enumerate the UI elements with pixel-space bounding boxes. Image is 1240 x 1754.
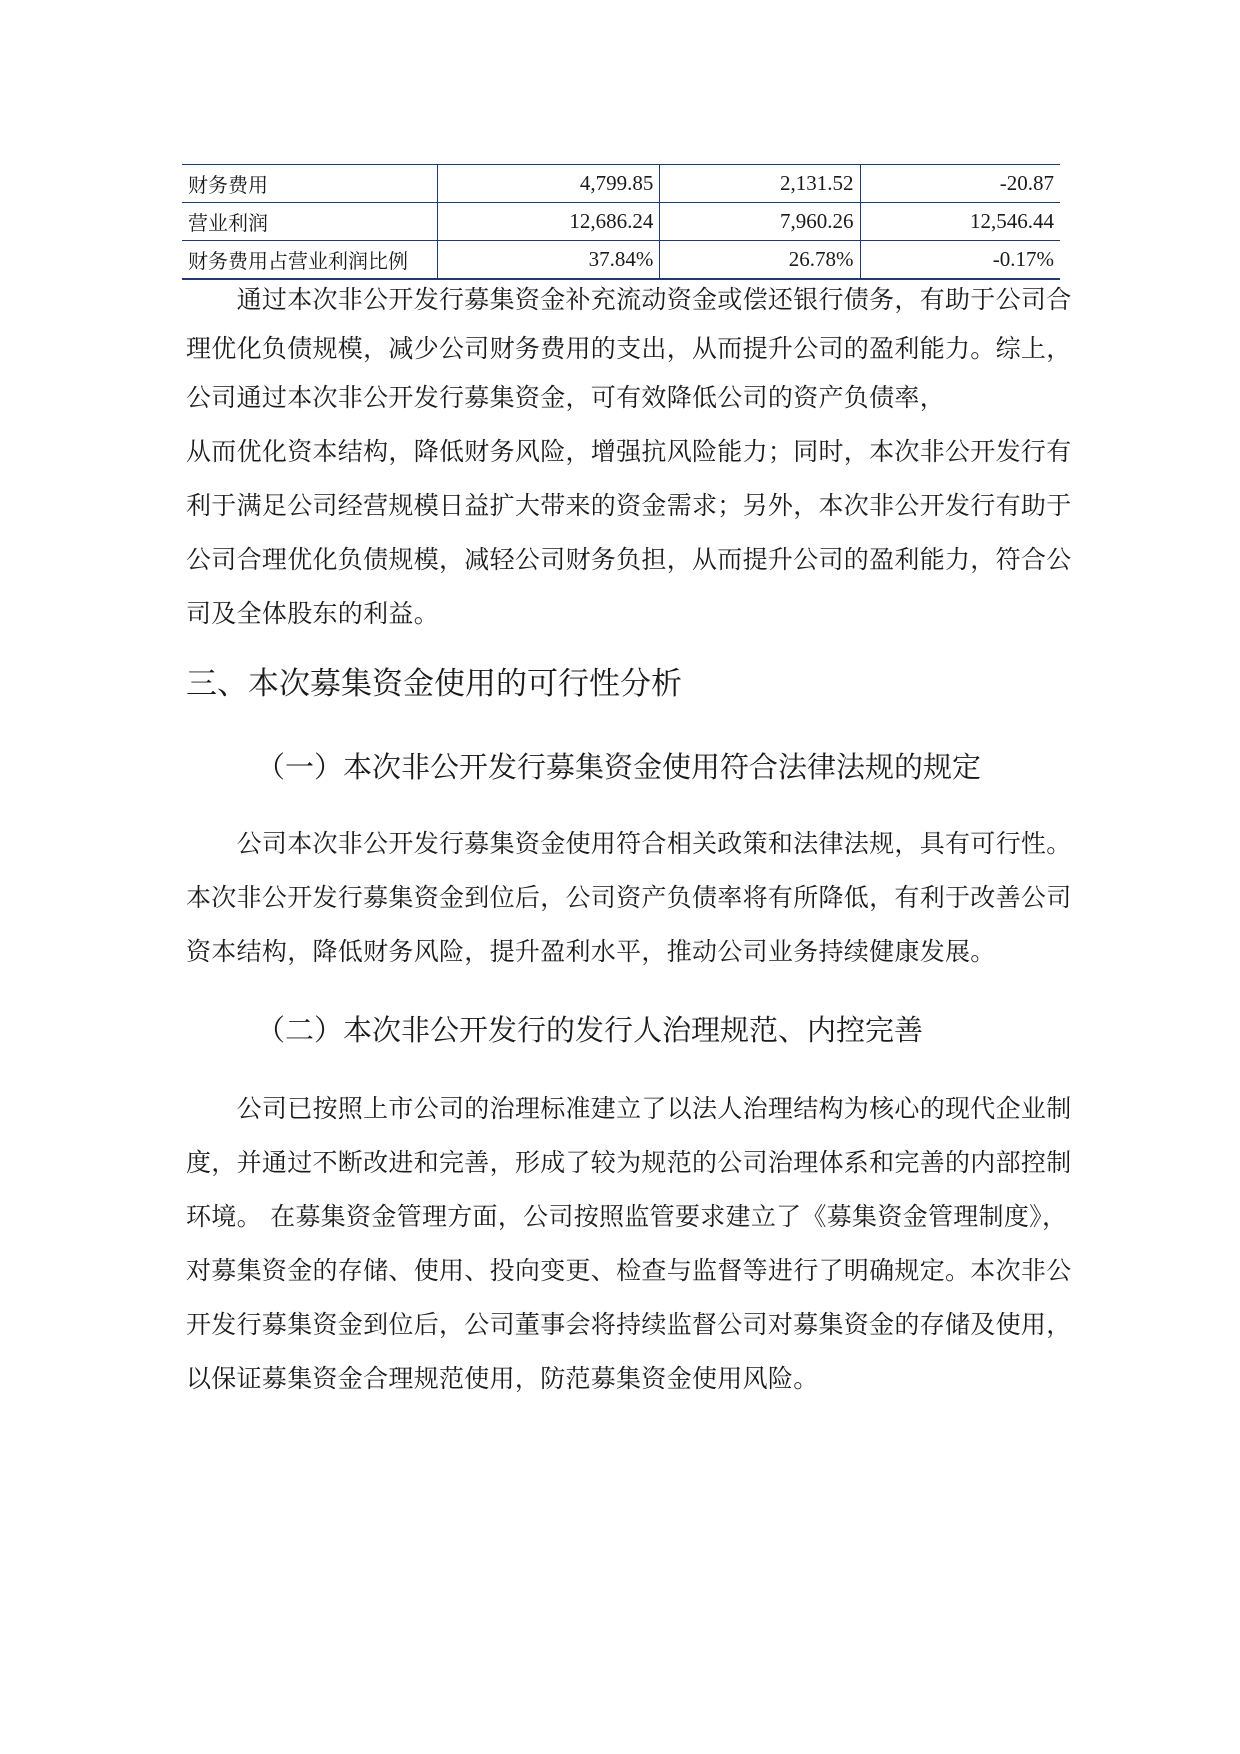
conclusion-paragraph <box>186 273 1072 641</box>
table-cell: -20.87 <box>860 165 1060 203</box>
subsection-paragraph <box>186 1082 1072 1406</box>
text-line: 理优化负债规模，减少公司财务费用的支出，从而提升公司的盈利能力。综上， <box>186 334 1072 363</box>
table-cell: 4,799.85 <box>438 165 660 203</box>
table-cell: 12,686.24 <box>438 203 660 241</box>
table-row <box>182 203 1060 241</box>
text-line: 从而优化资本结构，降低财务风险，增强抗风险能力；同时，本次非公开发行有 <box>186 437 1072 466</box>
subsection-heading: （一）本次非公开发行募集资金使用符合法律法规的规定 <box>256 750 982 784</box>
text-line: 公司已按照上市公司的治理标准建立了以法人治理结构为核心的现代企业制 <box>186 1094 1072 1123</box>
table-cell: -0.17% <box>860 241 1060 280</box>
text-line: 公司本次非公开发行募集资金使用符合相关政策和法律法规，具有可行性。 <box>186 829 1072 858</box>
table-row <box>182 165 1060 203</box>
table-cell: 2,131.52 <box>660 165 860 203</box>
table-cell: 26.78% <box>660 241 860 280</box>
text-line: 公司合理优化负债规模，减轻公司财务负担，从而提升公司的盈利能力，符合公 <box>186 545 1072 574</box>
text-line: 以保证募集资金合理规范使用，防范募集资金使用风险。 <box>186 1364 819 1393</box>
financial-table <box>182 164 1060 280</box>
section-heading: 三、本次募集资金使用的可行性分析 <box>186 666 682 702</box>
text-line: 司及全体股东的利益。 <box>186 599 440 628</box>
text-line: 本次非公开发行募集资金到位后，公司资产负债率将有所降低，有利于改善公司 <box>186 883 1072 912</box>
text-line: 度，并通过不断改进和完善，形成了较为规范的公司治理体系和完善的内部控制 <box>186 1148 1072 1177</box>
table-cell: 7,960.26 <box>660 203 860 241</box>
subsection-paragraph <box>186 817 1072 979</box>
table-cell: 12,546.44 <box>860 203 1060 241</box>
text-line: 环境。 在募集资金管理方面，公司按照监管要求建立了《募集资金管理制度》， <box>186 1202 1068 1231</box>
subsection-heading: （二）本次非公开发行的发行人治理规范、内控完善 <box>256 1013 924 1047</box>
row-label: 财务费用 <box>182 165 438 203</box>
text-line: 开发行募集资金到位后，公司董事会将持续监督公司对募集资金的存储及使用， <box>186 1310 1072 1339</box>
text-line: 通过本次非公开发行募集资金补充流动资金或偿还银行债务，有助于公司合 <box>186 285 1072 314</box>
row-label: 财务费用占营业利润比例 <box>182 241 438 280</box>
text-line: 对募集资金的存储、使用、投向变更、检查与监督等进行了明确规定。本次非公 <box>186 1256 1072 1285</box>
row-label: 营业利润 <box>182 203 438 241</box>
table-cell: 37.84% <box>438 241 660 280</box>
text-line: 利于满足公司经营规模日益扩大带来的资金需求；另外，本次非公开发行有助于 <box>186 491 1072 520</box>
text-line: 公司通过本次非公开发行募集资金，可有效降低公司的资产负债率， <box>186 383 946 412</box>
text-line: 资本结构，降低财务风险，提升盈利水平，推动公司业务持续健康发展。 <box>186 937 996 966</box>
